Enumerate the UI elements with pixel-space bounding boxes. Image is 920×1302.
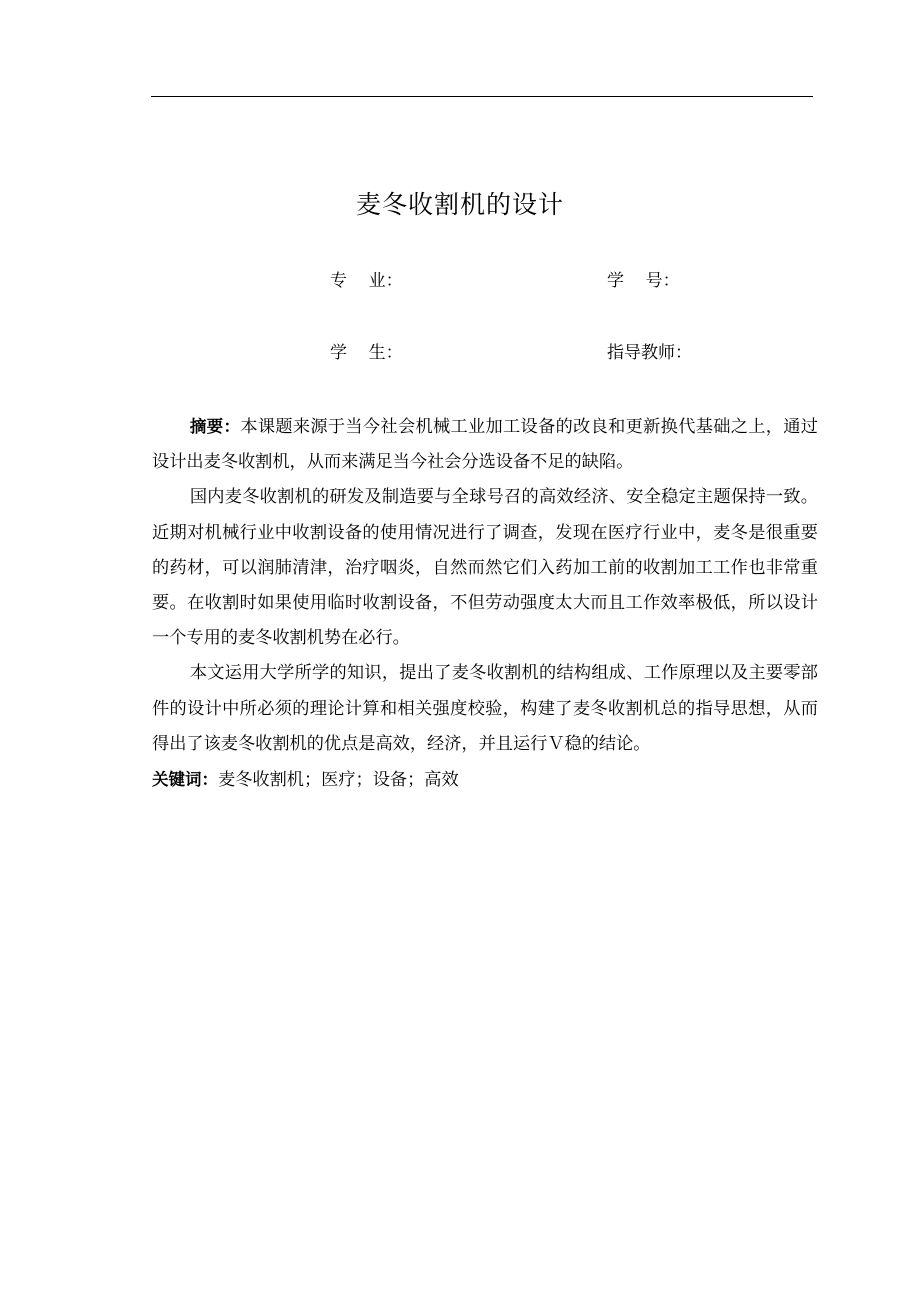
abstract-paragraph-3: 本文运用大学所学的知识，提出了麦冬收割机的结构组成、工作原理以及主要零部件的设计中所必须的理论计算和相关强度校验，构建了麦冬收割机总的指导思想，从而得出了该麦冬收割机的优点是高效，经济，并且运行Ｖ稳的结论。 <box>152 663 818 754</box>
document-title: 麦冬收割机的设计 <box>355 190 564 219</box>
advisor-field-label: 指导教师： <box>607 343 692 363</box>
abstract-label: 摘要： <box>189 417 241 436</box>
abstract-text-1: 本课题来源于当今社会机械工业加工设备的改良和更新换代基础之上，通过设计出麦冬收割机，从而来满足当今社会分选设备不足的缺陷。 <box>152 417 818 473</box>
abstract-paragraph-1 <box>152 409 818 480</box>
abstract-section <box>152 409 818 798</box>
student-field-label: 学 生： <box>330 343 403 363</box>
keywords-label: 关键词： <box>152 770 218 790</box>
student-id-field-label: 学 号： <box>607 271 680 291</box>
keywords-value: 麦冬收割机；医疗；设备；高效 <box>218 770 459 791</box>
keywords-line <box>152 762 818 798</box>
header-rule <box>151 96 813 97</box>
abstract-paragraph-2: 国内麦冬收割机的研发及制造要与全球号召的高效经济、安全稳定主题保持一致。近期对机械行业中收割设备的使用情况进行了调查，发现在医疗行业中，麦冬是很重要的药材，可以润肺清津，治疗咽炎，自然而然它们入药加工前的收割加工工作也非常重要。在收割时如果使用临时收割设备，不但劳动强度太大而且工作效率极低，所以设计一个专用的麦冬收割机势在必行。 <box>152 487 818 649</box>
major-field-label: 专 业： <box>330 271 403 291</box>
